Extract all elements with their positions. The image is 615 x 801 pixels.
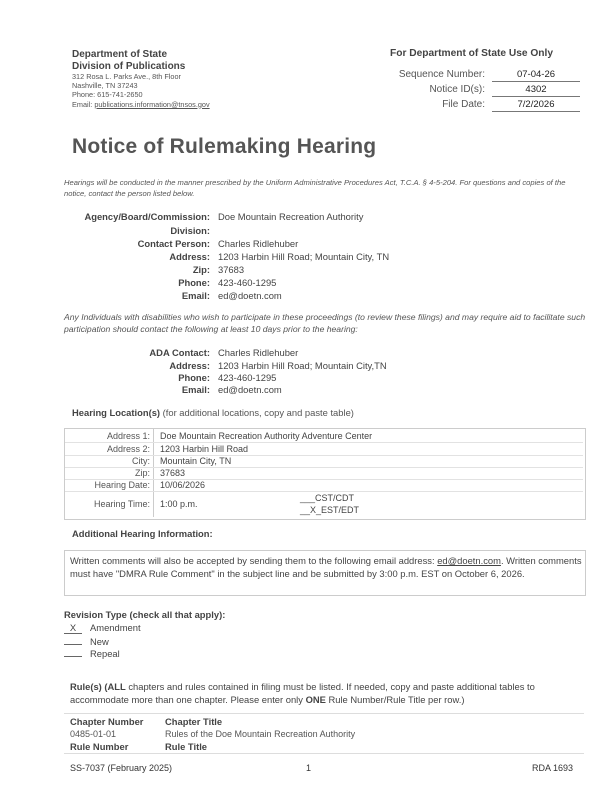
rule-title-header: Rule Title: [165, 741, 208, 752]
agency-address-row: [0, 251, 210, 263]
agency-row: [0, 211, 210, 223]
rules-table-bottom: [64, 753, 584, 754]
rules-intro-pre: Rule(s) (: [70, 681, 108, 692]
agency-zip-value[interactable]: 37683: [218, 264, 245, 275]
hearing-time-value[interactable]: 1:00 p.m.: [160, 499, 198, 509]
division-label: Division:: [170, 225, 210, 236]
agency-phone-row: [0, 277, 210, 289]
rules-intro: [70, 681, 582, 707]
division-name: Division of Publications: [72, 60, 186, 72]
ada-contact-value[interactable]: Charles Ridlehuber: [218, 347, 299, 358]
publisher-email-prefix: Email:: [72, 99, 95, 109]
revision-label: Repeal: [90, 648, 120, 659]
use-only-title: For Department of State Use Only: [390, 48, 554, 59]
cst-option[interactable]: ___CST/CDT: [300, 493, 355, 503]
hearing-location-title: Hearing Location(s): [72, 407, 161, 418]
zip-label: Zip:: [134, 468, 150, 478]
division-row: [0, 225, 210, 237]
disability-note: Any Individuals with disabilities who wish to participate in these proceedings (to review these filings) and may require aid to facilitate such participation should contact the following at least 10 days prior to the hearing:: [64, 312, 586, 334]
revision-type-heading: Revision Type (check all that apply):: [64, 609, 226, 620]
notice-id-row: [0, 84, 615, 98]
agency-value[interactable]: Doe Mountain Recreation Authority: [218, 211, 364, 222]
chapter-title-header: Chapter Title: [165, 716, 223, 727]
agency-phone-label: Phone:: [178, 277, 210, 288]
ada-phone-label: Phone:: [178, 372, 210, 383]
city-label: City:: [132, 456, 150, 466]
contact-person-label: Contact Person:: [137, 238, 210, 249]
row-line: [65, 491, 583, 492]
address1-value[interactable]: Doe Mountain Recreation Authority Adventure Center: [160, 431, 373, 441]
contact-person-value[interactable]: Charles Ridlehuber: [218, 238, 299, 249]
additional-info-text-2: . Written comments must have "DMRA Rule Comment" in the subject line and be submitted by 3:00 p.m. EST on October 6, 2026.: [70, 555, 582, 579]
agency-address-value[interactable]: 1203 Harbin Hill Road; Mountain City, TN: [218, 251, 390, 262]
est-option[interactable]: __X_EST/EDT: [300, 505, 360, 515]
ada-phone-value[interactable]: 423-460-1295: [218, 372, 277, 383]
hearing-date-label: Hearing Date:: [94, 480, 150, 490]
revision-mark[interactable]: [64, 646, 82, 657]
chapter-title-value[interactable]: Rules of the Doe Mountain Recreation Authority: [165, 729, 356, 739]
agency-label: Agency/Board/Commission:: [84, 211, 210, 222]
ada-address-label: Address:: [169, 360, 210, 371]
chapter-number-header: Chapter Number: [70, 716, 144, 727]
agency-phone-value[interactable]: 423-460-1295: [218, 277, 277, 288]
hearing-date-value[interactable]: 10/06/2026: [160, 480, 206, 490]
rules-intro-post: Rule Number/Rule Title per row.): [325, 693, 465, 705]
zip-value[interactable]: 37683: [160, 468, 186, 478]
rules-intro-mid: chapters and rules contained in filing must be listed. If needed, copy and paste additional tables to accommodate more than one chapter. Please enter only: [70, 681, 535, 705]
hearing-location-heading: [72, 407, 354, 418]
address2-value[interactable]: 1203 Harbin Hill Road: [160, 444, 249, 454]
ada-contact-row: [0, 347, 210, 359]
additional-info-heading: Additional Hearing Information:: [72, 528, 213, 539]
revision-mark[interactable]: X: [64, 623, 82, 634]
city-value[interactable]: Mountain City, TN: [160, 456, 232, 466]
revision-mark[interactable]: [64, 634, 82, 645]
row-line: [65, 442, 583, 443]
page-number: 1: [306, 763, 312, 773]
publisher-city: Nashville, TN 37243: [72, 81, 138, 91]
revision-label: Amendment: [90, 622, 141, 633]
contact-person-row: [0, 238, 210, 250]
intro-note: Hearings will be conducted in the manner prescribed by the Uniform Administrative Procedures Act, T.C.A. § 4-5-204. For questions and copies of the notice, contact the person listed below.: [64, 178, 566, 198]
rules-intro-one: ONE: [305, 693, 326, 705]
ada-email-label: Email:: [181, 384, 210, 395]
file-date-label: File Date:: [442, 99, 485, 110]
publisher-phone: Phone: 615-741-2650: [72, 90, 143, 100]
agency-address-label: Address:: [169, 251, 210, 262]
rules-table-top: [64, 713, 584, 714]
hearing-time-label: Hearing Time:: [93, 499, 150, 509]
file-date-row: [0, 99, 615, 113]
rda-number: RDA 1693: [532, 763, 574, 773]
additional-info-text: [70, 555, 582, 581]
publisher-email-link[interactable]: publications.information@tnsos.gov: [94, 99, 210, 109]
notice-id-value[interactable]: 4302: [492, 84, 580, 97]
ada-phone-row: [0, 372, 210, 384]
additional-info-text-1: Written comments will also be accepted by sending them to the following email address:: [70, 555, 438, 566]
rules-intro-all: ALL: [107, 681, 126, 692]
additional-info-email-link[interactable]: ed@doetn.com: [437, 555, 501, 566]
publisher-address: 312 Rosa L. Parks Ave., 8th Floor: [72, 72, 181, 81]
agency-email-label: Email:: [181, 290, 210, 301]
page-title: Notice of Rulemaking Hearing: [72, 135, 377, 158]
ada-email-row: [0, 384, 210, 396]
hearing-location-note: (for additional locations, copy and paste table): [160, 407, 354, 418]
file-date-value[interactable]: 7/2/2026: [492, 99, 580, 112]
revision-label: New: [90, 636, 109, 647]
ada-email-value[interactable]: ed@doetn.com: [218, 384, 282, 395]
agency-email-value[interactable]: ed@doetn.com: [218, 290, 282, 301]
form-number: SS-7037 (February 2025): [70, 763, 173, 773]
revision-item-amendment[interactable]: [64, 622, 141, 634]
sequence-number-label: Sequence Number:: [398, 69, 485, 80]
revision-item-repeal[interactable]: [64, 646, 120, 659]
agency-zip-row: [0, 264, 210, 276]
sequence-number-value[interactable]: 07-04-26: [492, 69, 580, 82]
ada-address-value[interactable]: 1203 Harbin Hill Road; Mountain City,TN: [218, 360, 387, 371]
agency-zip-label: Zip:: [192, 264, 210, 275]
agency-email-row: [0, 290, 210, 302]
sequence-number-row: [0, 69, 615, 83]
rule-number-header: Rule Number: [70, 741, 129, 752]
department-name: Department of State: [72, 49, 168, 60]
ada-contact-label: ADA Contact:: [149, 347, 210, 358]
notice-id-label: Notice ID(s):: [429, 84, 485, 95]
address1-label: Address 1:: [106, 431, 150, 441]
ada-address-row: [0, 360, 210, 372]
chapter-number-value[interactable]: 0485-01-01: [70, 729, 117, 739]
address2-label: Address 2:: [106, 444, 150, 454]
